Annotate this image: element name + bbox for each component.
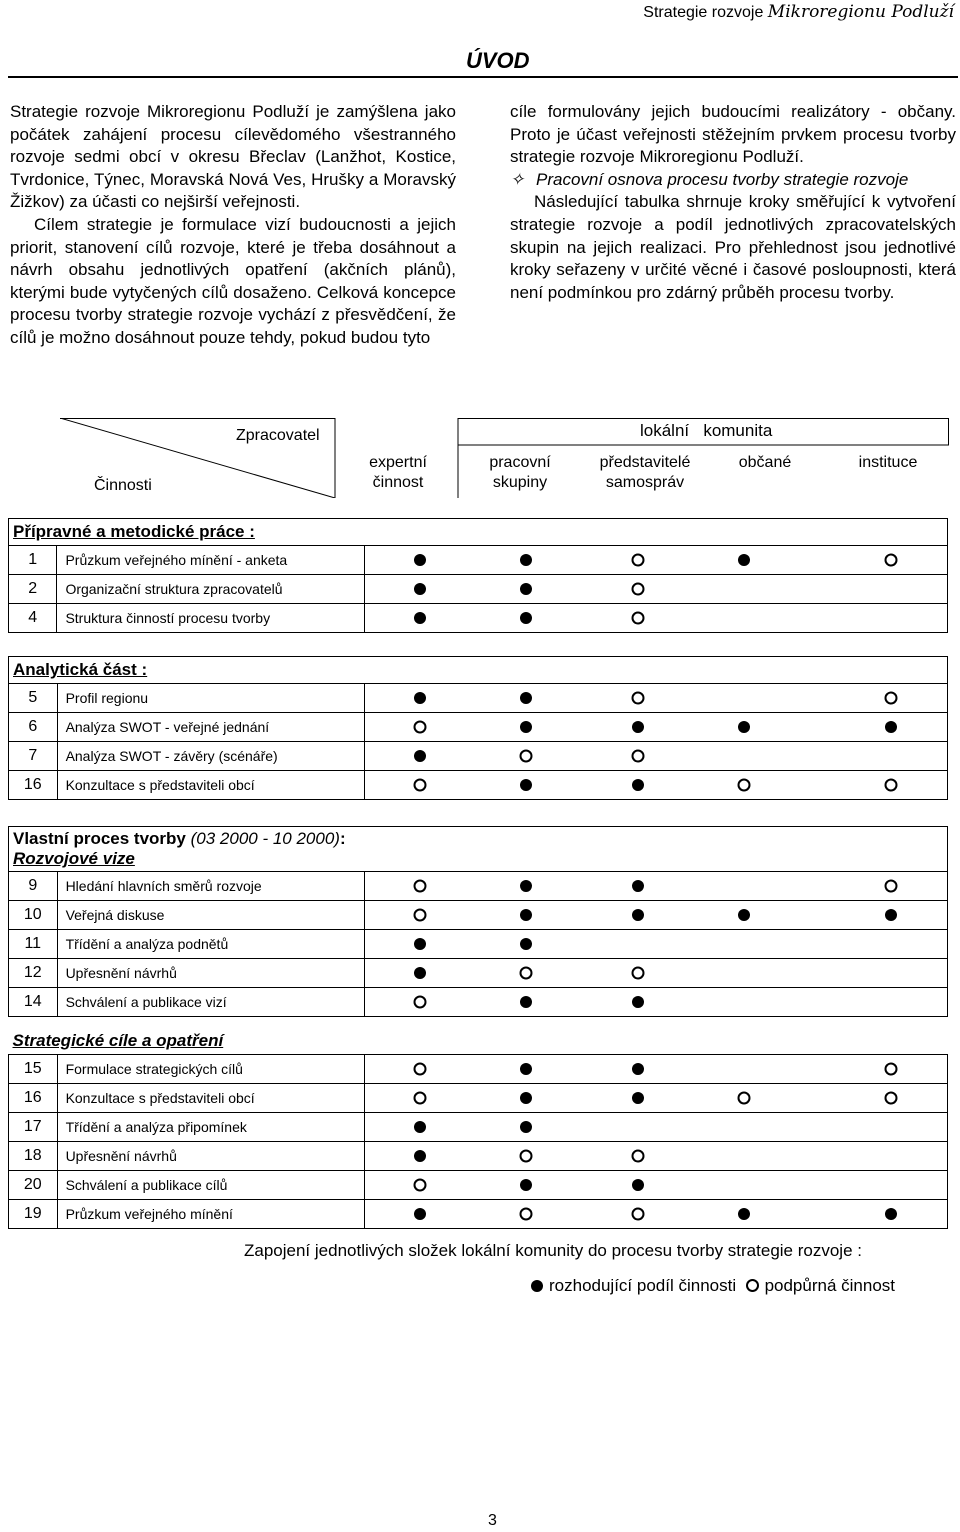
supporting-ring-icon — [884, 692, 897, 705]
supporting-ring-icon — [519, 1208, 532, 1221]
step-number: 18 — [9, 1142, 58, 1171]
decisive-dot-icon — [520, 1092, 532, 1104]
supporting-ring-icon — [632, 1208, 645, 1221]
participation-cell — [831, 604, 948, 633]
activity-label: Schválení a publikace cílů — [57, 1171, 365, 1200]
decisive-dot-icon — [885, 721, 897, 733]
decisive-dot-icon — [520, 554, 532, 566]
decisive-dot-icon — [414, 692, 426, 704]
supporting-ring-icon — [884, 1063, 897, 1076]
participation-cell — [482, 1113, 598, 1142]
participation-cell — [482, 1200, 598, 1229]
legend-caption: Zapojení jednotlivých složek lokální komunity do procesu tvorby strategie rozvoje : — [244, 1241, 862, 1260]
header-obcane: občané — [738, 454, 792, 471]
participation-cell — [598, 713, 714, 742]
supporting-ring-icon — [746, 1279, 759, 1292]
table-row — [9, 575, 948, 604]
participation-cell — [831, 901, 948, 930]
participation-cell — [482, 546, 598, 575]
participation-cell — [598, 1142, 714, 1171]
decisive-dot-icon — [414, 612, 426, 624]
step-number: 7 — [9, 742, 58, 771]
participation-cell — [831, 930, 948, 959]
supporting-ring-icon — [414, 1092, 427, 1105]
decisive-dot-icon — [520, 1121, 532, 1133]
header-pracovni: pracovní skupiny — [489, 454, 551, 491]
table-row — [9, 1171, 948, 1200]
legend-decisive: rozhodující podíl činnosti — [549, 1276, 737, 1295]
table-row — [9, 1055, 948, 1084]
decisive-dot-icon — [632, 721, 644, 733]
participation-cell — [714, 959, 830, 988]
header-rule — [8, 76, 958, 78]
participation-cell — [482, 988, 598, 1017]
participation-cell — [482, 604, 598, 633]
table-row — [9, 546, 948, 575]
supporting-ring-icon — [884, 779, 897, 792]
participation-cell — [714, 604, 830, 633]
participation-cell — [714, 684, 830, 713]
table-intro-paragraph: Následující tabulka shrnuje kroky směřující k vytvoření strategie rozvoje a podíl jednotlivých zpracovatelských skupin na jejich realizaci. Pro přehlednost jsou jednotlivé kroky seřazeny v určité věcné i časové posloupnosti, která není podmínkou pro zdárný průběh procesu tvorby. — [510, 192, 956, 302]
participation-cell — [598, 1171, 714, 1200]
decisive-dot-icon — [632, 880, 644, 892]
activity-label: Upřesnění návrhů — [57, 1142, 365, 1171]
step-number: 1 — [9, 546, 57, 575]
participation-cell — [598, 1084, 714, 1113]
participation-cell — [714, 930, 830, 959]
table-header — [60, 418, 949, 498]
decisive-dot-icon — [738, 554, 750, 566]
step-number: 6 — [9, 713, 58, 742]
participation-cell — [598, 872, 714, 901]
participation-cell — [598, 604, 714, 633]
decisive-dot-icon — [414, 583, 426, 595]
participation-cell — [365, 988, 482, 1017]
step-number: 16 — [9, 1084, 58, 1113]
decisive-dot-icon — [632, 909, 644, 921]
header-predstavitele: představitelé samospráv — [599, 454, 691, 491]
participation-cell — [598, 988, 714, 1017]
activity-label: Veřejná diskuse — [57, 901, 365, 930]
activity-label: Analýza SWOT - závěry (scénáře) — [57, 742, 365, 771]
step-number: 20 — [9, 1171, 58, 1200]
supporting-ring-icon — [632, 692, 645, 705]
participation-cell — [714, 1171, 830, 1200]
participation-cell — [365, 713, 482, 742]
decisive-dot-icon — [414, 938, 426, 950]
group-subtitle: Rozvojové vize — [13, 849, 135, 868]
participation-cell — [831, 1200, 948, 1229]
participation-cell — [598, 1200, 714, 1229]
decisive-dot-icon — [414, 1150, 426, 1162]
supporting-ring-icon — [414, 880, 427, 893]
right-column — [510, 101, 956, 304]
step-number: 9 — [9, 872, 58, 901]
table-row — [9, 930, 948, 959]
decisive-dot-icon — [520, 779, 532, 791]
participation-cell — [482, 1055, 598, 1084]
decisive-dot-icon — [520, 1179, 532, 1191]
decisive-dot-icon — [414, 1121, 426, 1133]
decisive-dot-icon — [520, 1063, 532, 1075]
supporting-ring-icon — [631, 583, 644, 596]
participation-cell — [831, 771, 948, 800]
participation-cell — [482, 713, 598, 742]
participation-cell — [598, 1113, 714, 1142]
step-number: 15 — [9, 1055, 58, 1084]
table-row — [9, 713, 948, 742]
supporting-ring-icon — [414, 721, 427, 734]
group-title: Analytická část : — [9, 657, 948, 684]
supporting-ring-icon — [519, 750, 532, 763]
participation-cell — [598, 546, 714, 575]
activity-label: Analýza SWOT - veřejné jednání — [57, 713, 365, 742]
group-table-strategic — [8, 1028, 948, 1229]
group-table-analysis — [8, 656, 948, 800]
supporting-ring-icon — [414, 996, 427, 1009]
goal-paragraph: Cílem strategie je formulace vizí budoucnosti a jejich priorit, stanovení cílů rozvoje, které je třeba dosáhnout a návrh obsahu jednotlivých opatření (akčních plánů), kterými bude vytyčených cílů dosaženo. Celková koncepce procesu tvorby strategie rozvoje vychází z přesvědčení, že cílů je možno dosáhnout pouze tehdy, pokud budou tyto — [10, 214, 456, 347]
activity-label: Třídění a analýza podnětů — [57, 930, 365, 959]
header-zpracovatel: Zpracovatel — [236, 427, 320, 444]
activity-label: Struktura činností procesu tvorby — [57, 604, 365, 633]
participation-cell — [365, 1142, 482, 1171]
step-number: 14 — [9, 988, 58, 1017]
table-row — [9, 872, 948, 901]
participation-cell — [482, 901, 598, 930]
participation-cell — [365, 901, 482, 930]
section-title: ÚVOD — [466, 48, 530, 73]
header-cinnosti: Činnosti — [94, 477, 152, 494]
activity-label: Konzultace s představiteli obcí — [57, 1084, 365, 1113]
header-lokalni-komunita: lokální komunita — [640, 421, 773, 440]
activity-label: Hledání hlavních směrů rozvoje — [57, 872, 365, 901]
decisive-dot-icon — [414, 750, 426, 762]
supporting-ring-icon — [884, 1092, 897, 1105]
activity-label: Upřesnění návrhů — [57, 959, 365, 988]
participation-cell — [598, 959, 714, 988]
activity-label: Průzkum veřejného mínění — [57, 1200, 365, 1229]
header-expertni: expertní činnost — [369, 454, 427, 491]
supporting-ring-icon — [884, 554, 897, 567]
participation-cell — [365, 684, 482, 713]
step-number: 16 — [9, 771, 58, 800]
header-instituce: instituce — [858, 454, 918, 471]
participation-cell — [365, 604, 482, 633]
legend — [531, 1276, 895, 1296]
activity-label: Průzkum veřejného mínění - anketa — [57, 546, 365, 575]
participation-cell — [714, 1113, 830, 1142]
group-title: Strategické cíle a opatření — [12, 1031, 224, 1050]
left-column — [10, 101, 456, 350]
participation-cell — [598, 684, 714, 713]
participation-cell — [714, 988, 830, 1017]
table-row — [9, 959, 948, 988]
header-prefix: Strategie rozvoje — [643, 4, 764, 21]
participation-cell — [831, 1055, 948, 1084]
decisive-dot-icon — [885, 909, 897, 921]
supporting-ring-icon — [631, 967, 644, 980]
participation-cell — [714, 713, 830, 742]
participation-cell — [482, 742, 598, 771]
participation-cell — [831, 575, 948, 604]
activity-label: Profil regionu — [57, 684, 365, 713]
step-number: 2 — [9, 575, 57, 604]
participation-cell — [482, 959, 598, 988]
participation-cell — [365, 1055, 482, 1084]
decisive-dot-icon — [414, 967, 426, 979]
supporting-ring-icon — [632, 1150, 645, 1163]
decisive-dot-icon — [520, 692, 532, 704]
participation-cell — [365, 1084, 482, 1113]
table-row — [9, 604, 948, 633]
decisive-dot-icon — [885, 1208, 897, 1220]
participation-cell — [598, 771, 714, 800]
table-row — [9, 1113, 948, 1142]
activity-label: Třídění a analýza připomínek — [57, 1113, 365, 1142]
supporting-ring-icon — [884, 880, 897, 893]
participation-cell — [714, 1084, 830, 1113]
participation-cell — [598, 575, 714, 604]
table-row — [9, 742, 948, 771]
activity-label: Formulace strategických cílů — [57, 1055, 365, 1084]
participation-cell — [482, 684, 598, 713]
group-title: Přípravné a metodické práce : — [9, 519, 948, 546]
participation-cell — [365, 742, 482, 771]
participation-cell — [714, 872, 830, 901]
participation-cell — [714, 546, 830, 575]
table-row — [9, 1084, 948, 1113]
participation-cell — [714, 1055, 830, 1084]
table-row — [9, 771, 948, 800]
participation-cell — [714, 742, 830, 771]
participation-cell — [365, 959, 482, 988]
decisive-dot-icon — [632, 1092, 644, 1104]
participation-cell — [482, 575, 598, 604]
participation-cell — [365, 1113, 482, 1142]
decisive-dot-icon — [520, 880, 532, 892]
supporting-ring-icon — [414, 1179, 427, 1192]
participation-cell — [831, 546, 948, 575]
diamond-bullet-icon: ✧ — [510, 169, 525, 189]
table-row — [9, 1142, 948, 1171]
activity-label: Konzultace s představiteli obcí — [57, 771, 365, 800]
participation-cell — [482, 771, 598, 800]
participation-cell — [365, 575, 482, 604]
participation-cell — [482, 930, 598, 959]
participation-cell — [831, 684, 948, 713]
supporting-ring-icon — [631, 612, 644, 625]
decisive-dot-icon — [520, 612, 532, 624]
participation-cell — [365, 872, 482, 901]
group-table-vision — [8, 826, 948, 1017]
decisive-dot-icon — [520, 996, 532, 1008]
supporting-ring-icon — [519, 1150, 532, 1163]
supporting-ring-icon — [738, 1092, 751, 1105]
running-header — [643, 2, 954, 22]
table-row — [9, 988, 948, 1017]
table-row — [9, 901, 948, 930]
participation-cell — [714, 901, 830, 930]
participation-cell — [365, 1171, 482, 1200]
group-table-preparation — [8, 518, 948, 633]
participation-cell — [831, 959, 948, 988]
participation-cell — [714, 1200, 830, 1229]
participation-cell — [714, 1142, 830, 1171]
participation-cell — [831, 1084, 948, 1113]
participation-cell — [831, 988, 948, 1017]
step-number: 17 — [9, 1113, 58, 1142]
step-number: 5 — [9, 684, 58, 713]
supporting-ring-icon — [738, 779, 751, 792]
participation-cell — [482, 1142, 598, 1171]
decisive-dot-icon — [738, 1208, 750, 1220]
supporting-ring-icon — [414, 779, 427, 792]
participation-cell — [365, 1200, 482, 1229]
page-number: 3 — [488, 1512, 497, 1529]
decisive-dot-icon — [632, 779, 644, 791]
step-number: 11 — [9, 930, 58, 959]
step-number: 10 — [9, 901, 58, 930]
decisive-dot-icon — [520, 583, 532, 595]
decisive-dot-icon — [414, 554, 426, 566]
supporting-ring-icon — [414, 909, 427, 922]
participation-cell — [831, 1142, 948, 1171]
intro-paragraph: Strategie rozvoje Mikroregionu Podluží je zamýšlena jako počátek zahájení procesu cílevědomého všestranného rozvoje sedmi obcí v okresu Břeclav (Lanžhot, Kostice, Tvrdonice, Týnec, Moravská Nová Ves, Hrušky a Moravský Žižkov) za účasti co nejširší veřejnosti. — [10, 102, 456, 212]
decisive-dot-icon — [632, 1063, 644, 1075]
participation-cell — [831, 742, 948, 771]
decisive-dot-icon — [414, 1208, 426, 1220]
decisive-dot-icon — [632, 1179, 644, 1191]
participation-cell — [598, 742, 714, 771]
step-number: 19 — [9, 1200, 58, 1229]
step-number: 12 — [9, 959, 58, 988]
supporting-ring-icon — [519, 967, 532, 980]
supporting-ring-icon — [632, 750, 645, 763]
participation-cell — [482, 1084, 598, 1113]
group-period: (03 2000 - 10 2000) — [190, 829, 340, 848]
participation-cell — [714, 575, 830, 604]
continuation-paragraph: cíle formulovány jejich budoucími realizátory - občany. Proto je účast veřejnosti stěžejním prvkem procesu tvorby strategie rozvoje Mikroregionu Podluží. — [510, 102, 956, 167]
participation-cell — [365, 546, 482, 575]
participation-cell — [831, 872, 948, 901]
participation-cell — [714, 771, 830, 800]
participation-cell — [831, 1113, 948, 1142]
header-region-name: Mikroregionu Podluží — [767, 2, 954, 22]
decisive-dot-icon — [520, 909, 532, 921]
decisive-dot-icon — [738, 721, 750, 733]
outline-heading: ✧ Pracovní osnova procesu tvorby strategie rozvoje — [510, 169, 956, 192]
supporting-ring-icon — [631, 554, 644, 567]
decisive-dot-icon — [738, 909, 750, 921]
supporting-ring-icon — [414, 1063, 427, 1076]
participation-cell — [365, 771, 482, 800]
participation-cell — [831, 713, 948, 742]
activity-label: Schválení a publikace vizí — [57, 988, 365, 1017]
step-number: 4 — [9, 604, 57, 633]
participation-cell — [365, 930, 482, 959]
activity-label: Organizační struktura zpracovatelů — [57, 575, 365, 604]
participation-cell — [831, 1171, 948, 1200]
decisive-dot-icon — [531, 1280, 543, 1292]
decisive-dot-icon — [520, 938, 532, 950]
decisive-dot-icon — [632, 996, 644, 1008]
participation-cell — [598, 1055, 714, 1084]
table-row — [9, 684, 948, 713]
table-row — [9, 1200, 948, 1229]
participation-cell — [482, 1171, 598, 1200]
group-title: Vlastní proces tvorby (03 2000 - 10 2000): Rozvojové vize — [9, 827, 948, 872]
participation-cell — [598, 930, 714, 959]
legend-supporting: podpůrná činnost — [764, 1276, 895, 1295]
participation-cell — [482, 872, 598, 901]
decisive-dot-icon — [520, 721, 532, 733]
participation-cell — [598, 901, 714, 930]
